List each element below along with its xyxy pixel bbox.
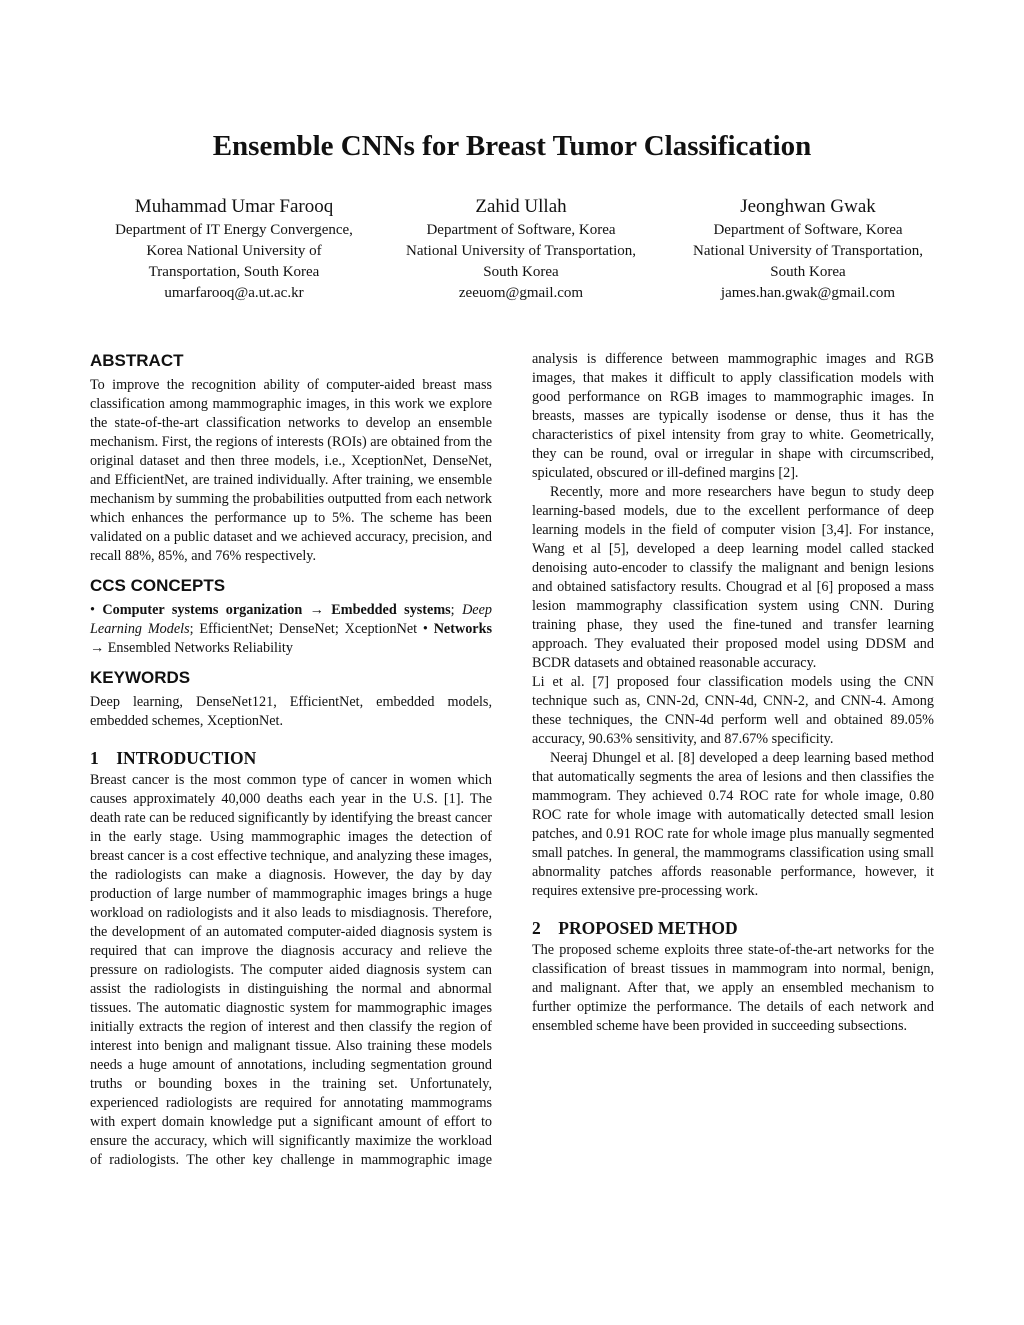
author-email: zeeuom@gmail.com — [458, 285, 584, 301]
ccs-separator: ; — [450, 602, 455, 618]
author-name: Muhammad Umar Farooq — [134, 196, 334, 217]
author-affiliation-line: Department of IT Energy Convergence, — [115, 222, 353, 238]
author-affiliation-line: Transportation, South Korea — [148, 264, 320, 280]
intro-paragraph-1: Breast cancer is the most common type of cancer in women which causes approximately 40,000 deaths each year in the U.S. [1]. The death rate can be reduced significantly by identifying the breast cancer in the early stage. Using mammographic images the detection of breast cancer is a cost effective technique, and analyzing these images, the radiologists can make a diagnosis. However, the day by day production of large number of mammographic images brings a huge workload on radiologists and it also leads to misdiagnosis. Therefore, the development of an automated computer-aided diagnosis system is required that can improve the diagnosis accuracy and relieve the pressure on radiologists. The computer aided diagnosis system can assist the radiologists in distinguishing the normal and abnormal tissues. The automatic diagnostic system for mammographic images initially extracts the region of interest and then classify the region of interest into benign and malignant tissue. Also training these models needs a huge amount of annotations, including segmentation ground truths or bounding boxes in the training set. Unfortunately, experienced radiologists are required for annotating mammograms with expert domain knowledge put a significant amount of effort to ensure the accuracy, which will significantly maximize the workload of radiologists. The other key challenge in mammographic image — [90, 772, 492, 1168]
ccs-concept: ; EfficientNet; DenseNet; XceptionNet • — [189, 621, 428, 637]
author-email: umarfarooq@a.ut.ac.kr — [164, 285, 304, 301]
keywords-text: Deep learning, DenseNet121, EfficientNet, embedded models, embedded schemes, XceptionNet. — [90, 694, 492, 729]
ccs-arrow: → — [309, 602, 324, 618]
ccs-concept: Embedded systems — [331, 602, 451, 618]
ccs-concept: Deep Learning Models — [90, 602, 492, 637]
proposed-method-text: The proposed scheme exploits three state-of-the-art networks for the classification of breast tissues in mammogram into normal, benign, and malignant. After that, we apply an ensembled mechanism to further optimize the performance. The details of each network and ensembled scheme have been provided in succeeding subsections. — [532, 942, 934, 1034]
paper-title: Ensemble CNNs for Breast Tumor Classification — [212, 130, 812, 162]
ccs-concept: Ensembled Networks Reliability — [107, 640, 293, 656]
author-name: Jeonghwan Gwak — [740, 196, 876, 217]
author-affiliation-line: South Korea — [770, 264, 846, 280]
ccs-concept: Computer systems organization — [102, 602, 303, 618]
author-affiliation-line: Department of Software, Korea — [426, 222, 616, 238]
left-column — [90, 350, 492, 1170]
author-name: Zahid Ullah — [475, 196, 567, 217]
author-affiliation-line: Department of Software, Korea — [713, 222, 903, 238]
author-affiliation-line: Korea National University of — [146, 243, 322, 259]
author-affiliation-line: National University of Transportation, — [693, 243, 923, 259]
author-email: james.han.gwak@gmail.com — [720, 285, 896, 301]
intro-paragraph-4: Neeraj Dhungel et al. [8] developed a deep learning based method that automatically segments the area of lesions and then classifies the mammogram. They achieved 0.74 ROC rate for whole image, 0.80 ROC rate for whole image with automatically detected small lesion patches, and 0.91 ROC rate for whole image plus manually segmented small patches. In general, the mammograms classification using small abnormality patches affords reasonable performance, however, it requires extensive pre-processing work. — [532, 750, 934, 899]
keywords-heading: KEYWORDS — [90, 668, 191, 687]
ccs-arrow: → — [90, 640, 105, 656]
ccs-text — [90, 601, 492, 658]
ccs-bullet: • — [90, 602, 95, 618]
abstract-heading: ABSTRACT — [90, 351, 184, 370]
abstract-text: To improve the recognition ability of computer-aided breast mass classification among mammographic images, in this work we explore the state-of-the-art classification networks to develop an ensemble mechanism. First, the regions of interests (ROIs) are obtained from the original dataset and then three models, i.e., XceptionNet, DenseNet, and EfficientNet, are trained individually. After training, we ensemble mechanism by summing the probabilities outputted from each network which enhances the performance up to 5%. The scheme has been validated on a public dataset and we achieved accuracy, precision, and recall 88%, 85%, and 76% respectively. — [90, 377, 492, 564]
introduction-heading: 1 INTRODUCTION — [90, 748, 257, 768]
intro-paragraph-1-continued: analysis is difference between mammographic images and RGB images, that makes it difficult to apply classification models with good performance on RGB images to mammographic images. In breasts, masses are typically isodense or dense, thus it has the characteristics of pixel intensity from gray to white. Geometrically, they can be round, oval or irregular in shape with circumscribed, spiculated, obscured or ill-defined margins [2]. — [532, 351, 934, 481]
author-block-2 — [371, 194, 671, 304]
author-block-3 — [658, 194, 958, 304]
author-block-1 — [84, 194, 384, 304]
author-affiliation-line: South Korea — [483, 264, 559, 280]
proposed-method-heading: 2 PROPOSED METHOD — [532, 918, 738, 938]
ccs-concept: Networks — [433, 621, 493, 637]
intro-paragraph-3: Li et al. [7] proposed four classification models using the CNN technique such as, CNN-2d, CNN-4d, CNN-2, and CNN-4. Among these techniques, the CNN-4d perform well and obtained 89.05% accuracy, 90.63% sensitivity, and 87.67% specificity. — [532, 674, 934, 747]
ccs-heading: CCS CONCEPTS — [90, 576, 226, 595]
right-column — [532, 350, 934, 1036]
author-affiliation-line: National University of Transportation, — [406, 243, 636, 259]
intro-paragraph-2: Recently, more and more researchers have begun to study deep learning-based models, due to the excellent performance of deep learning models in the field of computer vision [3,4]. For instance, Wang et al [5], developed a deep learning model called stacked denoising auto-encoder to classify the malignant and benign lesions and obtained satisfactory results. Chougrad et al [6] proposed a mass lesion mammography classification system using CNN. During training phase, they used the fine-tuned and transfer learning approach. They evaluated their proposed model using DDSM and BCDR datasets and obtained reasonable accuracy. — [532, 484, 934, 671]
